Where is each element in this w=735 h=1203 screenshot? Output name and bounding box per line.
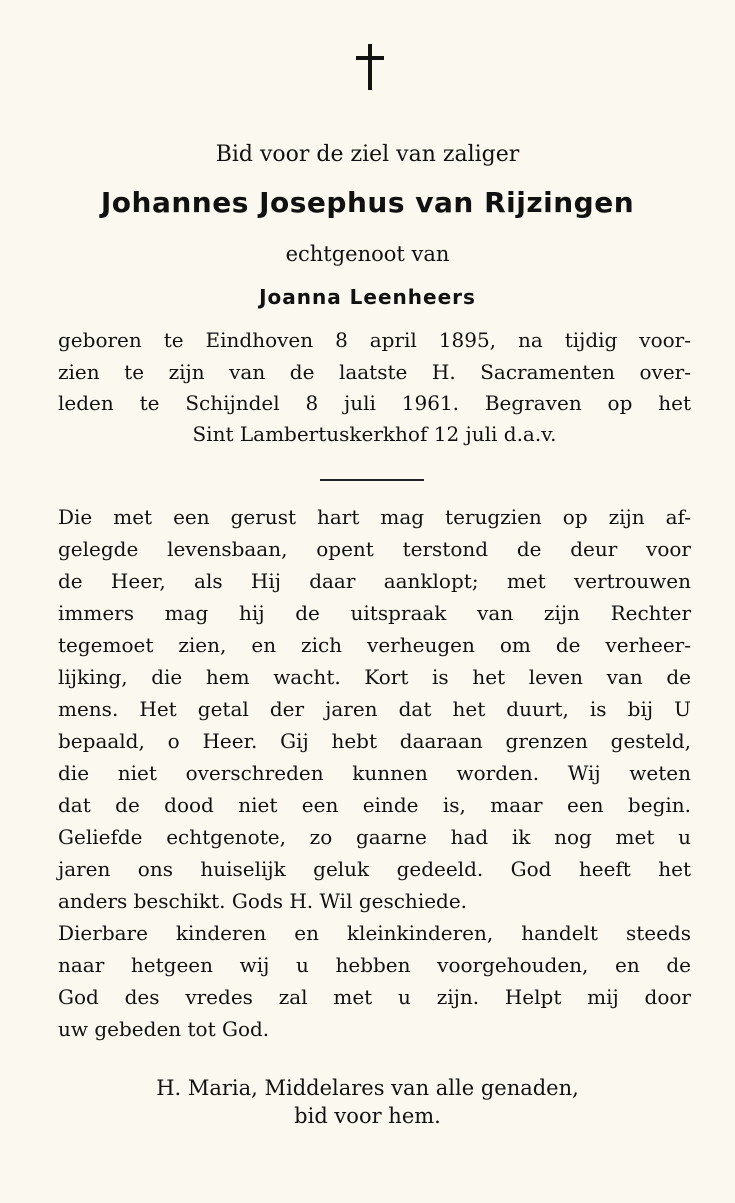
- text-line: gelegde levensbaan, opent terstond de deur voor: [58, 537, 691, 561]
- bio-line: zien te zijn van de laatste H. Sacramenten over-: [58, 360, 691, 384]
- text-line: de Heer, als Hij daar aanklopt; met vertrouwen: [58, 569, 691, 593]
- text-line: naar hetgeen wij u hebben voorgehouden, en de: [58, 953, 691, 977]
- text-line: Geliefde echtgenote, zo gaarne had ik nog met u: [58, 825, 691, 849]
- text-line: anders beschikt. Gods H. Wil geschiede.: [58, 889, 468, 913]
- text-line: mens. Het getal der jaren dat het duurt, is bij U: [58, 697, 691, 721]
- bio-line: leden te Schijndel 8 juli 1961. Begraven op het: [58, 391, 691, 415]
- closing-prayer-line-2: bid voor hem.: [294, 1104, 441, 1128]
- text-line: lijking, die hem wacht. Kort is het leven van de: [58, 665, 691, 689]
- text-line: God des vredes zal met u zijn. Helpt mij door: [58, 985, 691, 1009]
- text-line: immers mag hij de uitspraak van zijn Rechter: [58, 601, 691, 625]
- text-line: dat de dood niet een einde is, maar een begin.: [58, 793, 691, 817]
- divider: [320, 479, 424, 481]
- relation-label: echtgenoot van: [285, 242, 450, 266]
- bio-line: Sint Lambertuskerkhof 12 juli d.a.v.: [192, 422, 557, 446]
- text-line: Dierbare kinderen en kleinkinderen, handelt steeds: [58, 921, 691, 945]
- text-line: Die met een gerust hart mag terugzien op zijn af-: [58, 505, 691, 529]
- text-line: bepaald, o Heer. Gij hebt daaraan grenzen gesteld,: [58, 729, 691, 753]
- text-line: jaren ons huiselijk geluk gedeeld. God heeft het: [58, 857, 691, 881]
- text-line: tegemoet zien, en zich verheugen om de verheer-: [58, 633, 691, 657]
- cross-icon: [356, 44, 384, 90]
- closing-prayer-line-1: H. Maria, Middelares van alle genaden,: [156, 1076, 579, 1100]
- text-line: die niet overschreden kunnen worden. Wij weten: [58, 761, 691, 785]
- spouse-name: Joanna Leenheers: [259, 285, 476, 309]
- prayer-heading: Bid voor de ziel van zaliger: [215, 142, 520, 167]
- text-line: uw gebeden tot God.: [58, 1017, 270, 1041]
- deceased-name: Johannes Josephus van Rijzingen: [100, 186, 635, 219]
- bio-line: geboren te Eindhoven 8 april 1895, na tijdig voor-: [58, 328, 691, 352]
